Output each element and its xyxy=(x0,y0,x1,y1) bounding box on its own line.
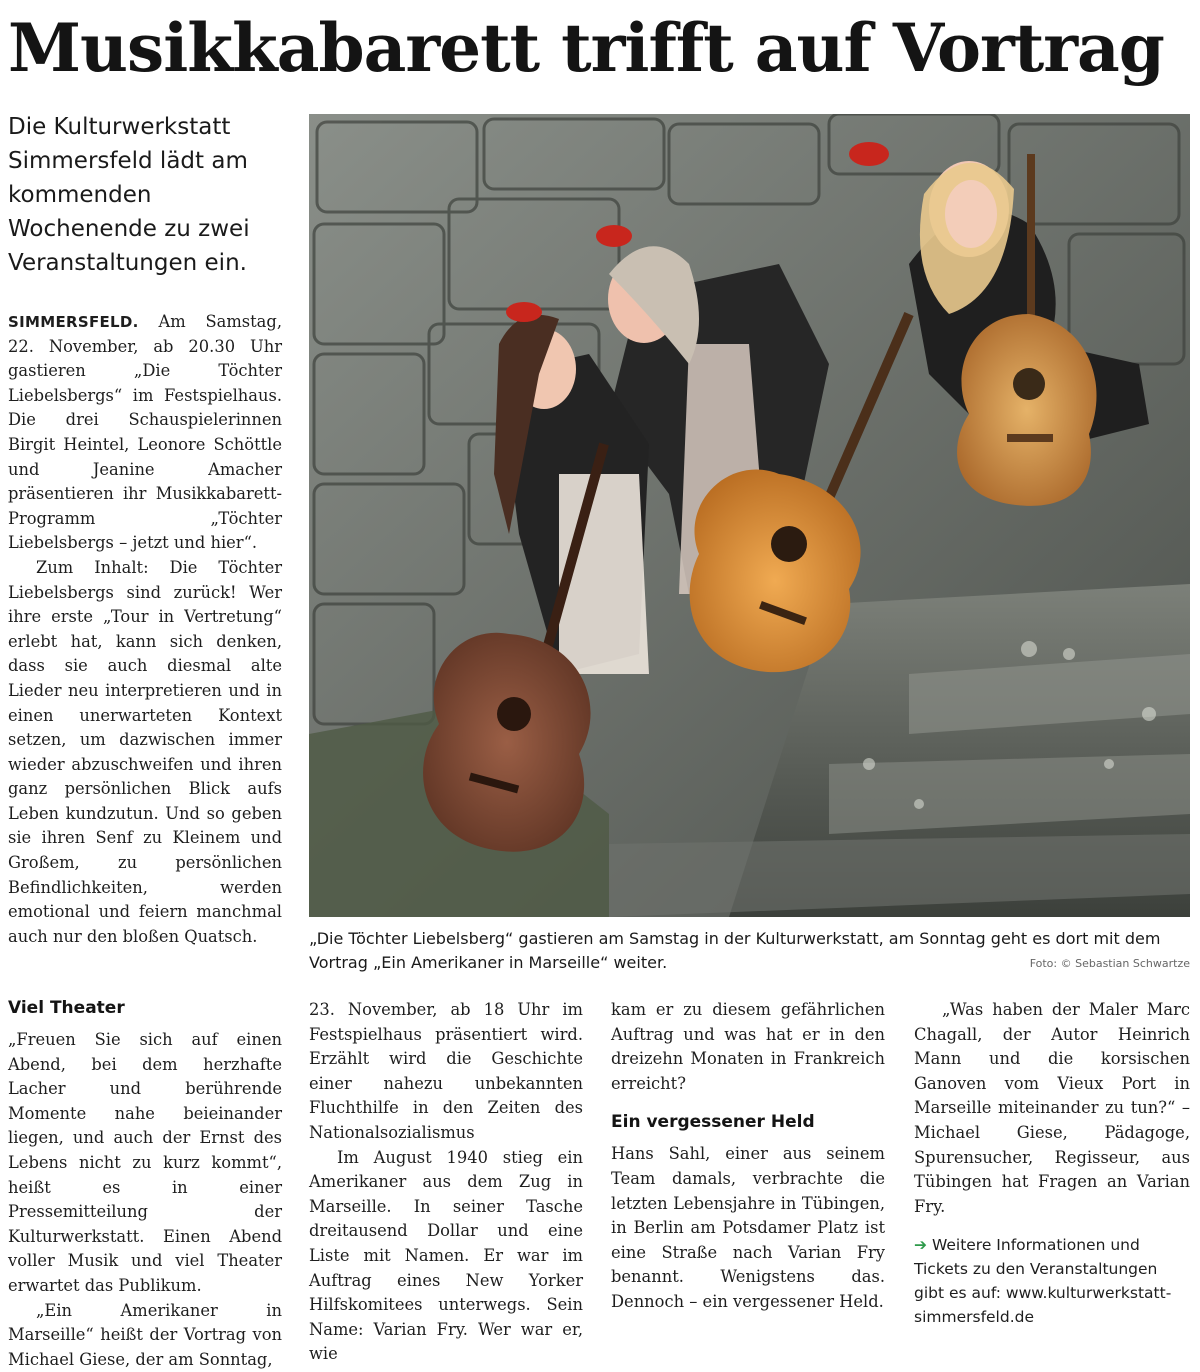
info-box xyxy=(914,1233,1190,1329)
headline: Musikkabarett trifft auf Vortrag xyxy=(8,9,1164,87)
column-3 xyxy=(611,998,885,1315)
info-text: Weitere Informationen und Tickets zu den Veranstaltungen gibt es auf: www.kulturwerkstatt-simmersfeld.de xyxy=(914,1236,1172,1327)
paragraph-4: „Ein Amerikaner in Marseille“ heißt der Vortrag von Michael Giese, der am Sonntag, xyxy=(8,1300,282,1369)
paragraph-7: kam er zu diesem gefährlichen Auftrag und was hat er in den dreizehn Monaten in Frankreich erreicht? xyxy=(611,1000,885,1093)
column-4 xyxy=(914,998,1190,1329)
article-photo xyxy=(309,114,1190,917)
paragraph-1 xyxy=(8,310,282,556)
column-1-top xyxy=(8,310,282,949)
subheading-vergessener-held: Ein vergessener Held xyxy=(611,1112,815,1133)
paragraph-3: „Freuen Sie sich auf einen Abend, bei dem herzhafte Lacher und berührende Momente nahe beieinander liegen, und auch der Ernst des Lebens nicht zu kurz kommt“, heißt es in einer Pressemitteilung der Kulturwerkstatt. Einen Abend voller Musik und viel Theater erwartet das Publikum. xyxy=(8,1030,282,1295)
paragraph-2: Zum Inhalt: Die Töchter Liebelsbergs sind zurück! Wer ihre erste „Tour in Vertretung“ erlebt hat, kann sich denken, dass sie auch diesmal alte Lieder neu interpretieren und in einen unerwarteten Kontext setzen, um dazwischen immer wieder abzuschweifen und ihren ganz persönlichen Blick aufs Leben kundzutun. Und so geben sie ihren Senf zu Kleinem und Großem, zu persönlichen Befindlichkeiten, werden emotional und feiern manchmal auch nur den bloßen Quatsch. xyxy=(8,557,282,946)
photo-credit: Foto: © Sebastian Schwartze xyxy=(1029,957,1190,970)
photo-caption: „Die Töchter Liebelsberg“ gastieren am Samstag in der Kulturwerkstatt, am Sonntag geht es dort mit dem Vortrag „Ein Amerikaner in Marseille“ weiter. xyxy=(309,929,1161,972)
lead-paragraph: Die Kulturwerkstatt Simmersfeld lädt am kommenden Wochenende zu zwei Veranstaltungen ein. xyxy=(8,114,250,276)
column-1-bottom xyxy=(8,988,282,1372)
dateline: SIMMERSFELD. xyxy=(8,313,139,331)
paragraph-8: Hans Sahl, einer aus seinem Team damals, verbrachte die letzten Lebensjahre in Tübingen, in Berlin am Potsdamer Platz ist eine Straße nach Varian Fry benannt. Wenigstens das. Dennoch – ein vergessener Held. xyxy=(611,1144,885,1311)
paragraph-1-text: Am Samstag, 22. November, ab 20.30 Uhr gastieren „Die Töchter Liebelsbergs“ im Festspielhaus. Die drei Schauspielerinnen Birgit Heintel, Leonore Schöttle und Jeanine Amacher präsentieren ihr Musikkabarett-Programm „Töchter Liebelsbergs – jetzt und hier“. xyxy=(8,312,282,553)
paragraph-6: Im August 1940 stieg ein Amerikaner aus dem Zug in Marseille. In seiner Tasche dreitausend Dollar und eine Liste mit Namen. Er war im Auftrag eines New Yorker Hilfskomitees unterwegs. Sein Name: Varian Fry. Wer war er, wie xyxy=(309,1147,583,1364)
paragraph-9: „Was haben der Maler Marc Chagall, der Autor Heinrich Mann und die korsischen Ganoven vom Vieux Port in Marseille miteinander zu tun?“ – Michael Giese, Pädagoge, Spurensucher, Regisseur, aus Tübingen hat Fragen an Varian Fry. xyxy=(914,1000,1190,1216)
subheading-viel-theater: Viel Theater xyxy=(8,998,125,1018)
paragraph-5: 23. November, ab 18 Uhr im Festspielhaus präsentiert wird. Erzählt wird die Geschichte einer nahezu unbekannten Fluchthilfe in den Zeiten des Nationalsozialismus xyxy=(309,1000,583,1142)
photo-musicians-on-stone-stairs xyxy=(309,114,1190,917)
arrow-right-icon: ➔ xyxy=(914,1236,927,1255)
column-2 xyxy=(309,998,583,1367)
